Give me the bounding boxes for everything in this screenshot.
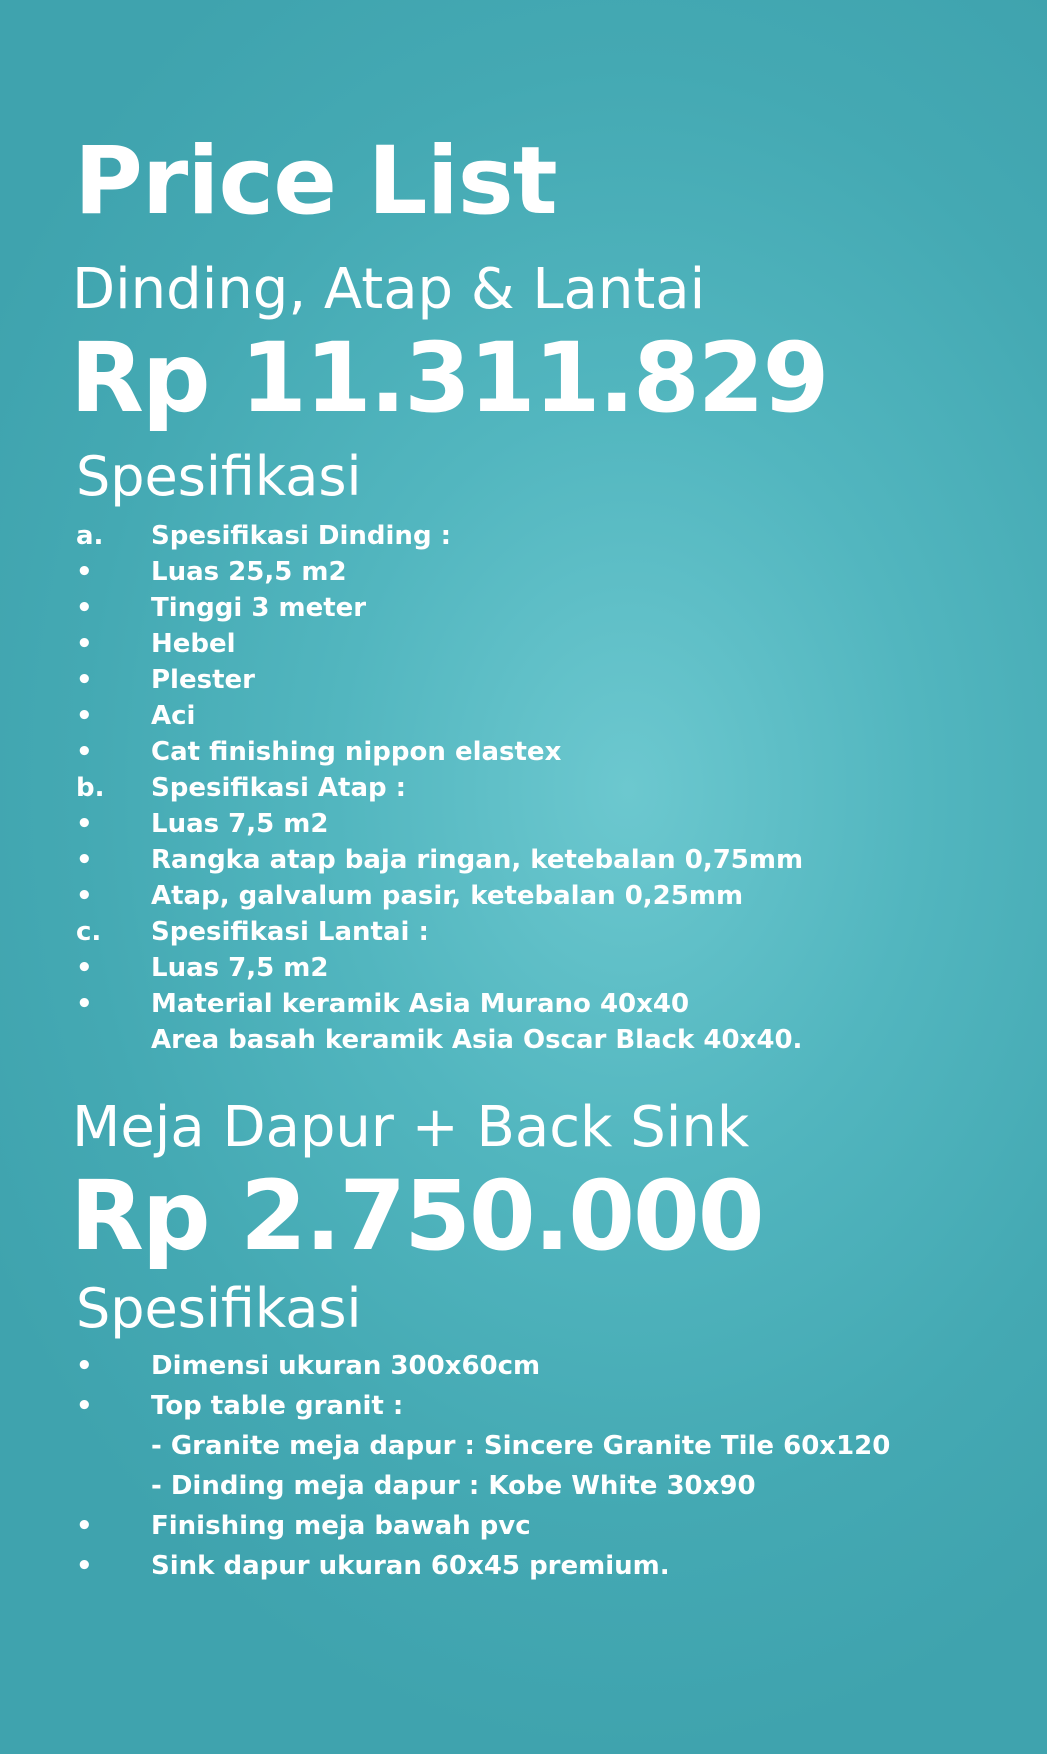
section-1-name: Dinding, Atap & Lantai	[72, 257, 706, 322]
list-item	[76, 518, 996, 554]
list-item-text: Luas 25,5 m2	[151, 557, 347, 587]
list-item	[76, 950, 996, 986]
page-title: Price List	[74, 127, 557, 236]
list-item	[76, 698, 996, 734]
list-item	[76, 806, 996, 842]
section-2-price: Rp 2.750.000	[70, 1160, 763, 1272]
list-marker: •	[76, 1391, 93, 1421]
list-item-text: Spesifikasi Atap :	[151, 773, 407, 803]
section-1-price: Rp 11.311.829	[70, 322, 828, 434]
list-item-text: Plester	[151, 665, 255, 695]
list-item	[76, 1546, 996, 1586]
list-marker: c.	[76, 917, 102, 947]
list-item-text: Cat finishing nippon elastex	[151, 737, 562, 767]
list-item	[76, 986, 996, 1022]
list-item	[76, 1386, 996, 1426]
section-1-spec-list	[76, 518, 996, 1058]
list-item-text: Material keramik Asia Murano 40x40	[151, 989, 690, 1019]
list-item	[76, 1346, 996, 1386]
section-2-spec-list	[76, 1346, 996, 1586]
list-marker: •	[76, 845, 93, 875]
list-item	[76, 554, 996, 590]
list-item-text: Hebel	[151, 629, 236, 659]
list-marker: •	[76, 989, 93, 1019]
list-item	[76, 770, 996, 806]
list-item-text: Sink dapur ukuran 60x45 premium.	[151, 1551, 670, 1581]
list-marker: •	[76, 1351, 93, 1381]
list-item	[76, 1506, 996, 1546]
list-item-text: Atap, galvalum pasir, ketebalan 0,25mm	[151, 881, 744, 911]
list-item	[76, 878, 996, 914]
list-item-text: Aci	[151, 701, 196, 731]
list-marker: •	[76, 1551, 93, 1581]
list-marker: •	[76, 737, 93, 767]
list-marker: •	[76, 557, 93, 587]
list-item	[76, 842, 996, 878]
list-marker: •	[76, 701, 93, 731]
list-item	[76, 914, 996, 950]
list-item-text: Spesifikasi Lantai :	[151, 917, 429, 947]
list-item-text: Tinggi 3 meter	[151, 593, 367, 623]
list-marker: •	[76, 953, 93, 983]
list-marker: •	[76, 1511, 93, 1541]
list-item	[76, 590, 996, 626]
list-marker: a.	[76, 521, 104, 551]
list-item-text: Area basah keramik Asia Oscar Black 40x40.	[151, 1025, 803, 1055]
list-item-text: Spesifikasi Dinding :	[151, 521, 452, 551]
section-1-spec-heading: Spesifikasi	[76, 445, 362, 508]
list-marker: •	[76, 809, 93, 839]
list-item-text: Rangka atap baja ringan, ketebalan 0,75mm	[151, 845, 804, 875]
list-item-text: Dimensi ukuran 300x60cm	[151, 1351, 541, 1381]
list-item-text: Top table granit :	[151, 1391, 404, 1421]
list-item-text: Luas 7,5 m2	[151, 809, 329, 839]
list-item	[76, 1466, 996, 1506]
section-2-spec-heading: Spesifikasi	[76, 1277, 362, 1340]
list-item	[76, 734, 996, 770]
list-marker: •	[76, 665, 93, 695]
list-item	[76, 662, 996, 698]
list-item-text: - Dinding meja dapur : Kobe White 30x90	[151, 1471, 756, 1501]
list-item	[76, 1022, 996, 1058]
list-item-text: Luas 7,5 m2	[151, 953, 329, 983]
list-item-text: Finishing meja bawah pvc	[151, 1511, 531, 1541]
list-marker: b.	[76, 773, 105, 803]
list-marker: •	[76, 593, 93, 623]
section-2-name: Meja Dapur + Back Sink	[72, 1095, 750, 1160]
list-marker: •	[76, 881, 93, 911]
list-item	[76, 626, 996, 662]
list-item	[76, 1426, 996, 1466]
list-item-text: - Granite meja dapur : Sincere Granite Tile 60x120	[151, 1431, 891, 1461]
list-marker: •	[76, 629, 93, 659]
